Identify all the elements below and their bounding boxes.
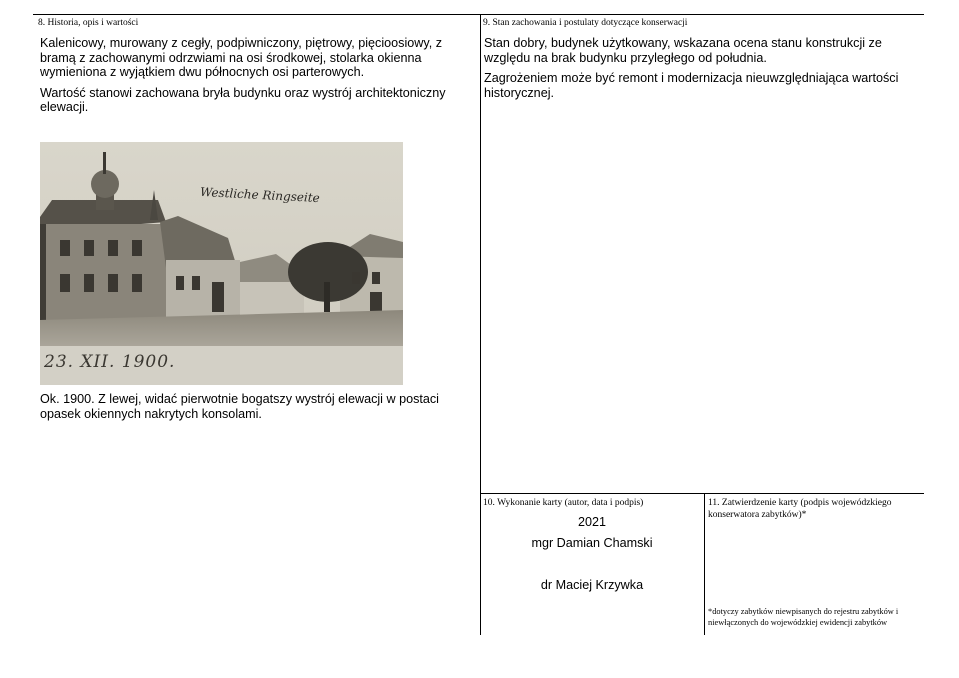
section-8-description — [40, 36, 460, 121]
section-8-header: 8. Historia, opis i wartości — [38, 18, 139, 28]
condition-paragraph: Stan dobry, budynek użytkowany, wskazana ocena stanu konstrukcji ze względu na brak budynku przyległego od południa. — [484, 36, 882, 65]
postcard-date-mark: 23. XII. 1900. — [44, 352, 176, 372]
postcard-inscription: Westliche Ringseite — [199, 184, 321, 206]
execution-year: 2021 — [577, 515, 607, 529]
section-10-header: 10. Wykonanie karty (autor, data i podpis) — [483, 498, 644, 508]
historic-postcard-photo — [40, 142, 403, 385]
bottom-section-border — [480, 493, 924, 494]
author-maciej-krzywka: dr Maciej Krzywka — [540, 578, 644, 592]
section-11-header: 11. Zatwierdzenie karty (podpis wojewódzkiego konserwatora zabytków)* — [708, 498, 892, 520]
bottom-column-divider — [704, 493, 705, 635]
author-damian-chamski: mgr Damian Chamski — [531, 536, 653, 550]
approval-footnote: *dotyczy zabytków niewpisanych do rejestru zabytków i niewłączonych do wojewódzkiej ewidencji zabytków — [708, 607, 899, 627]
top-border — [33, 14, 924, 15]
threat-paragraph: Zagrożeniem może być remont i modernizacja nieuwzględniająca wartości historycznej. — [484, 71, 899, 100]
section-9-header: 9. Stan zachowania i postulaty dotyczące konserwacji — [483, 18, 688, 28]
description-paragraph: Kalenicowy, murowany z cegły, podpiwniczony, piętrowy, pięcioosiowy, z bramą z zachowanymi odrzwiami na osi środkowej, stolarka okienna wymieniona z wyjątkiem dwu północnych osi parterowych. — [40, 36, 443, 79]
section-9-condition — [484, 36, 909, 106]
value-paragraph: Wartość stanowi zachowana bryła budynku oraz wystrój architektoniczny elewacji. — [40, 85, 446, 114]
photo-caption: Ok. 1900. Z lewej, widać pierwotnie bogatszy wystrój elewacji w postaci opasek okiennych nakrytych konsolami. — [40, 392, 439, 421]
